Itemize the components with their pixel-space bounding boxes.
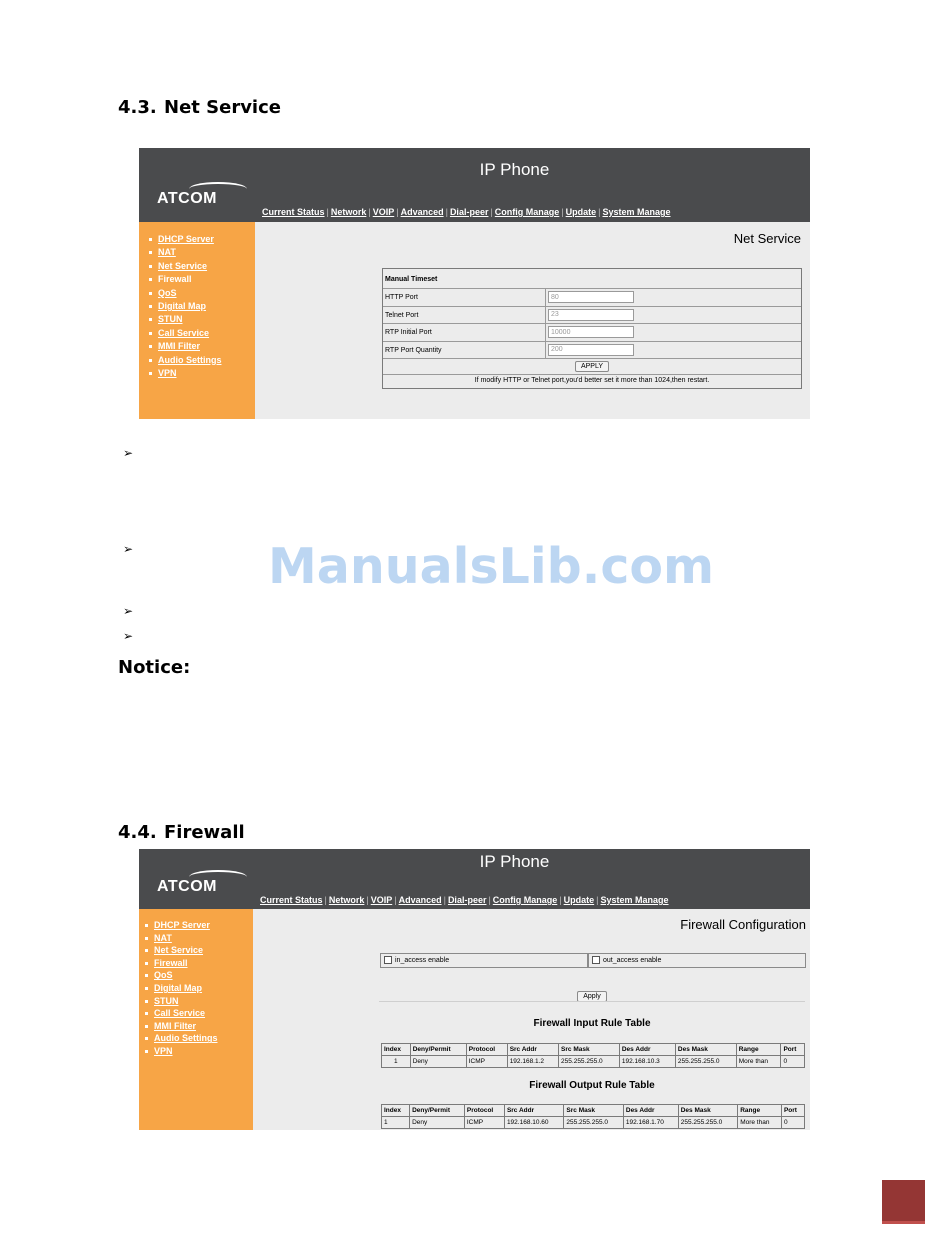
input-rule-table-title: Firewall Input Rule Table — [533, 1018, 651, 1029]
column-header: Des Addr — [623, 1105, 678, 1117]
sidebar-item-nat[interactable]: NAT — [139, 933, 253, 946]
in-access-option[interactable] — [380, 953, 588, 968]
section-number: 4.3. — [118, 97, 157, 118]
nav-system-manage[interactable]: System Manage — [600, 895, 669, 905]
table-row — [382, 1056, 805, 1068]
section-number: 4.4. — [118, 822, 157, 843]
table-cell: 0 — [781, 1117, 804, 1129]
column-header: Des Addr — [619, 1044, 675, 1056]
column-header: Protocol — [466, 1044, 507, 1056]
table-cell: 192.168.1.70 — [623, 1117, 678, 1129]
section-title: Net Service — [164, 97, 281, 118]
table-cell: 1 — [382, 1056, 411, 1068]
nav-config-manage[interactable]: Config Manage — [492, 895, 558, 905]
apply-button[interactable]: Apply — [577, 991, 607, 1002]
nav-system-manage[interactable]: System Manage — [602, 207, 671, 217]
sidebar-item-call-service[interactable]: Call Service — [139, 1008, 253, 1021]
group-label: Manual Timeset — [385, 276, 438, 283]
apply-row — [383, 359, 801, 375]
rtp-port-quantity-input[interactable] — [548, 344, 634, 356]
notice-heading: Notice: — [118, 657, 191, 678]
table-cell: 192.168.10.3 — [619, 1056, 675, 1068]
form-row-http-port — [383, 289, 801, 307]
firewall-screenshot — [139, 849, 810, 1130]
column-header: Deny/Permit — [410, 1105, 465, 1117]
table-cell: More than — [736, 1056, 781, 1068]
table-cell: More than — [738, 1117, 782, 1129]
nav-current-status[interactable]: Current Status — [262, 207, 325, 217]
table-cell: 255.255.255.0 — [564, 1117, 623, 1129]
section-title: Firewall — [164, 822, 245, 843]
bullet-icon: ➢ — [123, 446, 134, 460]
sidebar — [139, 222, 255, 419]
apply-row — [379, 983, 805, 1002]
form-group-header — [383, 269, 801, 289]
atcom-logo — [157, 878, 217, 896]
logo-swoosh-icon — [189, 182, 247, 196]
column-header: Index — [382, 1044, 411, 1056]
table-cell: Deny — [410, 1056, 466, 1068]
apply-button[interactable]: APPLY — [575, 361, 609, 372]
port-note: If modify HTTP or Telnet port,you'd better set it more than 1024,then restart. — [474, 377, 710, 384]
sidebar-item-net-service[interactable]: Net Service — [139, 261, 255, 274]
sidebar-item-firewall[interactable]: Firewall — [139, 958, 253, 971]
in-access-checkbox[interactable] — [384, 956, 392, 964]
app-header — [139, 849, 810, 909]
sidebar-item-vpn[interactable]: VPN — [139, 1046, 253, 1059]
output-rule-table — [381, 1104, 805, 1129]
nav-advanced[interactable]: Advanced — [400, 207, 444, 217]
table-header-row — [382, 1044, 805, 1056]
section-heading-firewall — [118, 822, 245, 843]
sidebar-item-stun[interactable]: STUN — [139, 314, 255, 327]
bullet-icon: ➢ — [123, 604, 134, 618]
nav-voip[interactable]: VOIP — [372, 207, 395, 217]
input-rule-table — [381, 1043, 805, 1068]
field-label: Telnet Port — [385, 311, 419, 319]
sidebar-item-net-service[interactable]: Net Service — [139, 945, 253, 958]
column-header: Port — [781, 1105, 804, 1117]
table-cell: 1 — [382, 1117, 410, 1129]
page-number-box — [882, 1180, 925, 1224]
form-row-rtp-initial-port — [383, 324, 801, 342]
sidebar-item-qos[interactable]: QoS — [139, 970, 253, 983]
net-service-form — [382, 268, 802, 389]
top-nav: Current Status | Network | VOIP | Advanced | Dial-peer | Config Manage | Update | System Manage — [262, 207, 671, 217]
sidebar-item-stun[interactable]: STUN — [139, 996, 253, 1009]
page-heading: Net Service — [733, 231, 801, 246]
column-header: Range — [736, 1044, 781, 1056]
field-label: RTP Initial Port — [385, 329, 432, 336]
nav-network[interactable]: Network — [330, 207, 367, 217]
column-header: Des Mask — [678, 1105, 737, 1117]
out-access-checkbox[interactable] — [592, 956, 600, 964]
atcom-logo — [157, 190, 217, 208]
output-rule-table-title: Firewall Output Rule Table — [529, 1080, 655, 1091]
column-header: Src Mask — [559, 1044, 620, 1056]
nav-network[interactable]: Network — [328, 895, 365, 905]
nav-update[interactable]: Update — [565, 207, 597, 217]
column-header: Des Mask — [675, 1044, 736, 1056]
app-header — [139, 148, 810, 222]
table-cell: ICMP — [466, 1056, 507, 1068]
sidebar-item-nat[interactable]: NAT — [139, 247, 255, 260]
nav-advanced[interactable]: Advanced — [398, 895, 442, 905]
column-header: Range — [738, 1105, 782, 1117]
table-row — [382, 1117, 805, 1129]
sidebar-item-call-service[interactable]: Call Service — [139, 328, 255, 341]
sidebar-item-firewall[interactable]: Firewall — [139, 274, 255, 287]
sidebar-item-dhcp-server[interactable]: DHCP Server — [139, 920, 253, 933]
nav-config-manage[interactable]: Config Manage — [494, 207, 560, 217]
column-header: Src Addr — [507, 1044, 558, 1056]
table-cell: 0 — [781, 1056, 805, 1068]
table-cell: 255.255.255.0 — [675, 1056, 736, 1068]
sidebar-item-digital-map[interactable]: Digital Map — [139, 301, 255, 314]
out-access-option[interactable] — [588, 953, 806, 968]
telnet-port-input[interactable] — [548, 309, 634, 321]
column-header: Src Mask — [564, 1105, 623, 1117]
http-port-input[interactable] — [548, 291, 634, 303]
bullet-icon: ➢ — [123, 542, 134, 556]
bullet-icon: ➢ — [123, 629, 134, 643]
top-nav: Current Status | Network | VOIP | Advanced | Dial-peer | Config Manage | Update | System Manage — [260, 895, 669, 905]
column-header: Port — [781, 1044, 805, 1056]
column-header: Src Addr — [504, 1105, 563, 1117]
app-title: IP Phone — [479, 852, 550, 871]
nav-dial-peer[interactable]: Dial-peer — [449, 207, 489, 217]
app-title: IP Phone — [479, 160, 550, 179]
table-cell: 255.255.255.0 — [678, 1117, 737, 1129]
column-header: Deny/Permit — [410, 1044, 466, 1056]
table-cell: ICMP — [464, 1117, 504, 1129]
logo-text: ATCOM — [157, 878, 217, 895]
watermark: ManualsLib.com — [268, 538, 715, 595]
out-access-label: out_access enable — [603, 957, 662, 964]
section-heading-net-service — [118, 97, 281, 118]
form-row-rtp-port-quantity — [383, 342, 801, 360]
nav-dial-peer[interactable]: Dial-peer — [447, 895, 487, 905]
rtp-initial-port-input[interactable] — [548, 326, 634, 338]
sidebar-item-audio-settings[interactable]: Audio Settings — [139, 355, 255, 368]
nav-update[interactable]: Update — [563, 895, 595, 905]
sidebar — [139, 909, 253, 1130]
field-label: HTTP Port — [385, 294, 418, 301]
sidebar-item-digital-map[interactable]: Digital Map — [139, 983, 253, 996]
logo-text: ATCOM — [157, 190, 217, 207]
table-cell: Deny — [410, 1117, 465, 1129]
sidebar-item-qos[interactable]: QoS — [139, 288, 255, 301]
form-row-telnet-port — [383, 307, 801, 325]
table-cell: 192.168.10.60 — [504, 1117, 563, 1129]
nav-current-status[interactable]: Current Status — [260, 895, 323, 905]
column-header: Protocol — [464, 1105, 504, 1117]
divider — [379, 1001, 805, 1002]
in-access-label: in_access enable — [395, 957, 450, 964]
sidebar-item-audio-settings[interactable]: Audio Settings — [139, 1033, 253, 1046]
column-header: Index — [382, 1105, 410, 1117]
table-cell: 192.168.1.2 — [507, 1056, 558, 1068]
nav-voip[interactable]: VOIP — [370, 895, 393, 905]
net-service-screenshot — [139, 148, 810, 419]
page-heading: Firewall Configuration — [680, 917, 806, 932]
table-cell: 255.255.255.0 — [559, 1056, 620, 1068]
sidebar-item-dhcp-server[interactable]: DHCP Server — [139, 234, 255, 247]
sidebar-item-vpn[interactable]: VPN — [139, 368, 255, 381]
table-header-row — [382, 1105, 805, 1117]
sidebar-item-mmi-filter[interactable]: MMI Filter — [139, 1021, 253, 1034]
logo-swoosh-icon — [189, 870, 247, 884]
sidebar-item-mmi-filter[interactable]: MMI Filter — [139, 341, 255, 354]
field-label: RTP Port Quantity — [385, 346, 442, 354]
